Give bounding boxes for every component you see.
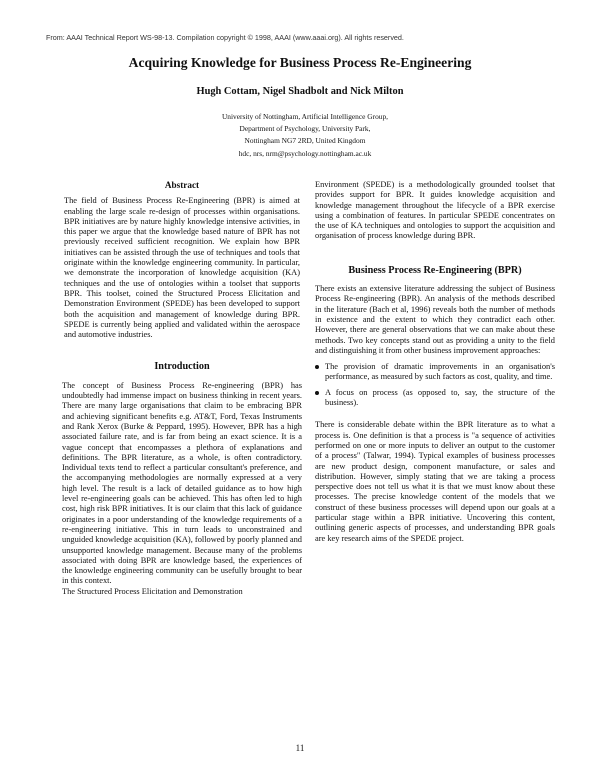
introduction-paragraph: The concept of Business Process Re-engineering (BPR) has undoubtedly had immense impact on business thinking in recent years. There are many large organisations that claim to be embracing BPR and achieving significant benefits e.g. AT&T, Ford, Texas Instruments and Rank Xerox (Burke & Peppard, 1995). However, BPR has a high associated failure rate, and is far from being an exact science. It is a vague concept that encompasses a plethora of explanations and definitions. The BPR literature, as a whole, is often contradictory. Individual texts tend to reflect a particular consultant's preference, and the accompanying methodologies are normally expressed at a very high level. The result is a lack of detailed guidance as to how high level re-engineering goals can be achieved. This has often led to high cost, high risk BPR initiatives. It is our claim that this lack of guidance originates in a poor understanding of the knowledge requirements of a re-engineering initiative. This in turn leads to unconstrained and unguided knowledge acquisition (KA), followed by poorly planned and unsupported knowledge management. Because many of the problems associated with doing BPR are knowledge based, the experiences of the knowledge engineering community can be usefully brought to bear in this context. [62,380,302,586]
page-number: 11 [295,743,305,753]
bpr-paragraph: There exists an extensive literature addressing the subject of Business Process Re-engineering (BPR). An analysis of the methods described in the literature (Bach et al, 1996) reveals both the number of methods in existence and the extent to which they contradict each other. However, there are general observations that we can make about these methods. Two key concepts stand out as providing a unity to the field and distinguishing it from other business improvement approaches: [315,284,555,355]
list-item [315,388,555,409]
bpr-section-heading: Business Process Re-Engineering (BPR) [348,264,522,276]
list-item-text: The provision of dramatic improvements in an organisation's performance, as measured by such factors as cost, quality, and time. [325,362,555,382]
affiliation-email: hdc, nrs, nrm@psychology.nottingham.ac.uk [238,148,372,158]
introduction-heading: Introduction [154,361,210,373]
bpr-paragraph: There is considerable debate within the BPR literature as to what a process is. One definition is that a process is "a sequence of activities performed on one or more inputs to deliver an output to the customer of a process" (Talwar, 1994). Typical examples of business processes are new product design, component manufacture, or sales and distribution. However, simply stating that we are taking a process perspective does not tell us what it is that we must know about these processes. The precise knowledge content of the models that we construct of these business processes will depend upon our goals at a particular stage within a BPR initiative. Uncovering this content, outlining generic aspects of processes, and understanding BPR goals are key research aims of the SPEDE project. [315,420,555,543]
right-column [315,180,555,544]
list-item-text: A focus on process (as opposed to, say, the structure of the business). [325,387,555,408]
affiliation-line: University of Nottingham, Artificial Intelligence Group, [221,112,389,121]
affiliation-line: Department of Psychology, University Park, [239,124,371,134]
copyright-notice: From: AAAI Technical Report WS-98-13. Compilation copyright © 1998, AAAI (www.aaai.org). All rights reserved. [46,33,404,42]
bpr-bullet-list [315,362,555,408]
paper-authors: Hugh Cottam, Nigel Shadbolt and Nick Milton [196,86,404,97]
affiliation-line: Nottingham NG7 2RD, United Kingdom [244,136,366,146]
abstract-heading: Abstract [164,180,200,190]
bullet-icon [315,365,319,369]
bullet-icon [315,391,319,395]
paper-title: Acquiring Knowledge for Business Process Re-Engineering [128,55,472,70]
affiliation-block [180,111,430,160]
list-item [315,362,555,383]
left-column [62,180,302,597]
introduction-paragraph-continued: Environment (SPEDE) is a methodologically grounded toolset that provides support for BPR. It guides knowledge acquisition and knowledge management throughout the lifecycle of a BPR exercise using a combination of features. In particular SPEDE concentrates on the use of KA techniques and ontologies to support the acquisition and organisation of process knowledge during BPR. [315,180,555,241]
introduction-paragraph: The Structured Process Elicitation and Demonstration [62,586,243,596]
abstract-text: The field of Business Process Re-Engineering (BPR) is aimed at enabling the large scale re-design of processes within organisations. BPR initiatives are by nature highly knowledge intensive activities, in this paper we argue that the knowledge based nature of BPR has not previously received sufficient recognition. We explain how BPR initiatives can be assisted through the use of techniques and tools that originate within the knowledge engineering community. In particular, we demonstrate the incorporation of knowledge acquisition (KA) techniques and the use of ontologies within a toolset that supports BPR. This toolset, coined the Structured Process Elicitation and Demonstration Environment (SPEDE) has been developed to support both the acquisition and management of knowledge during BPR. SPEDE is currently being applied and validated within the aerospace and automotive industries. [64,196,300,340]
